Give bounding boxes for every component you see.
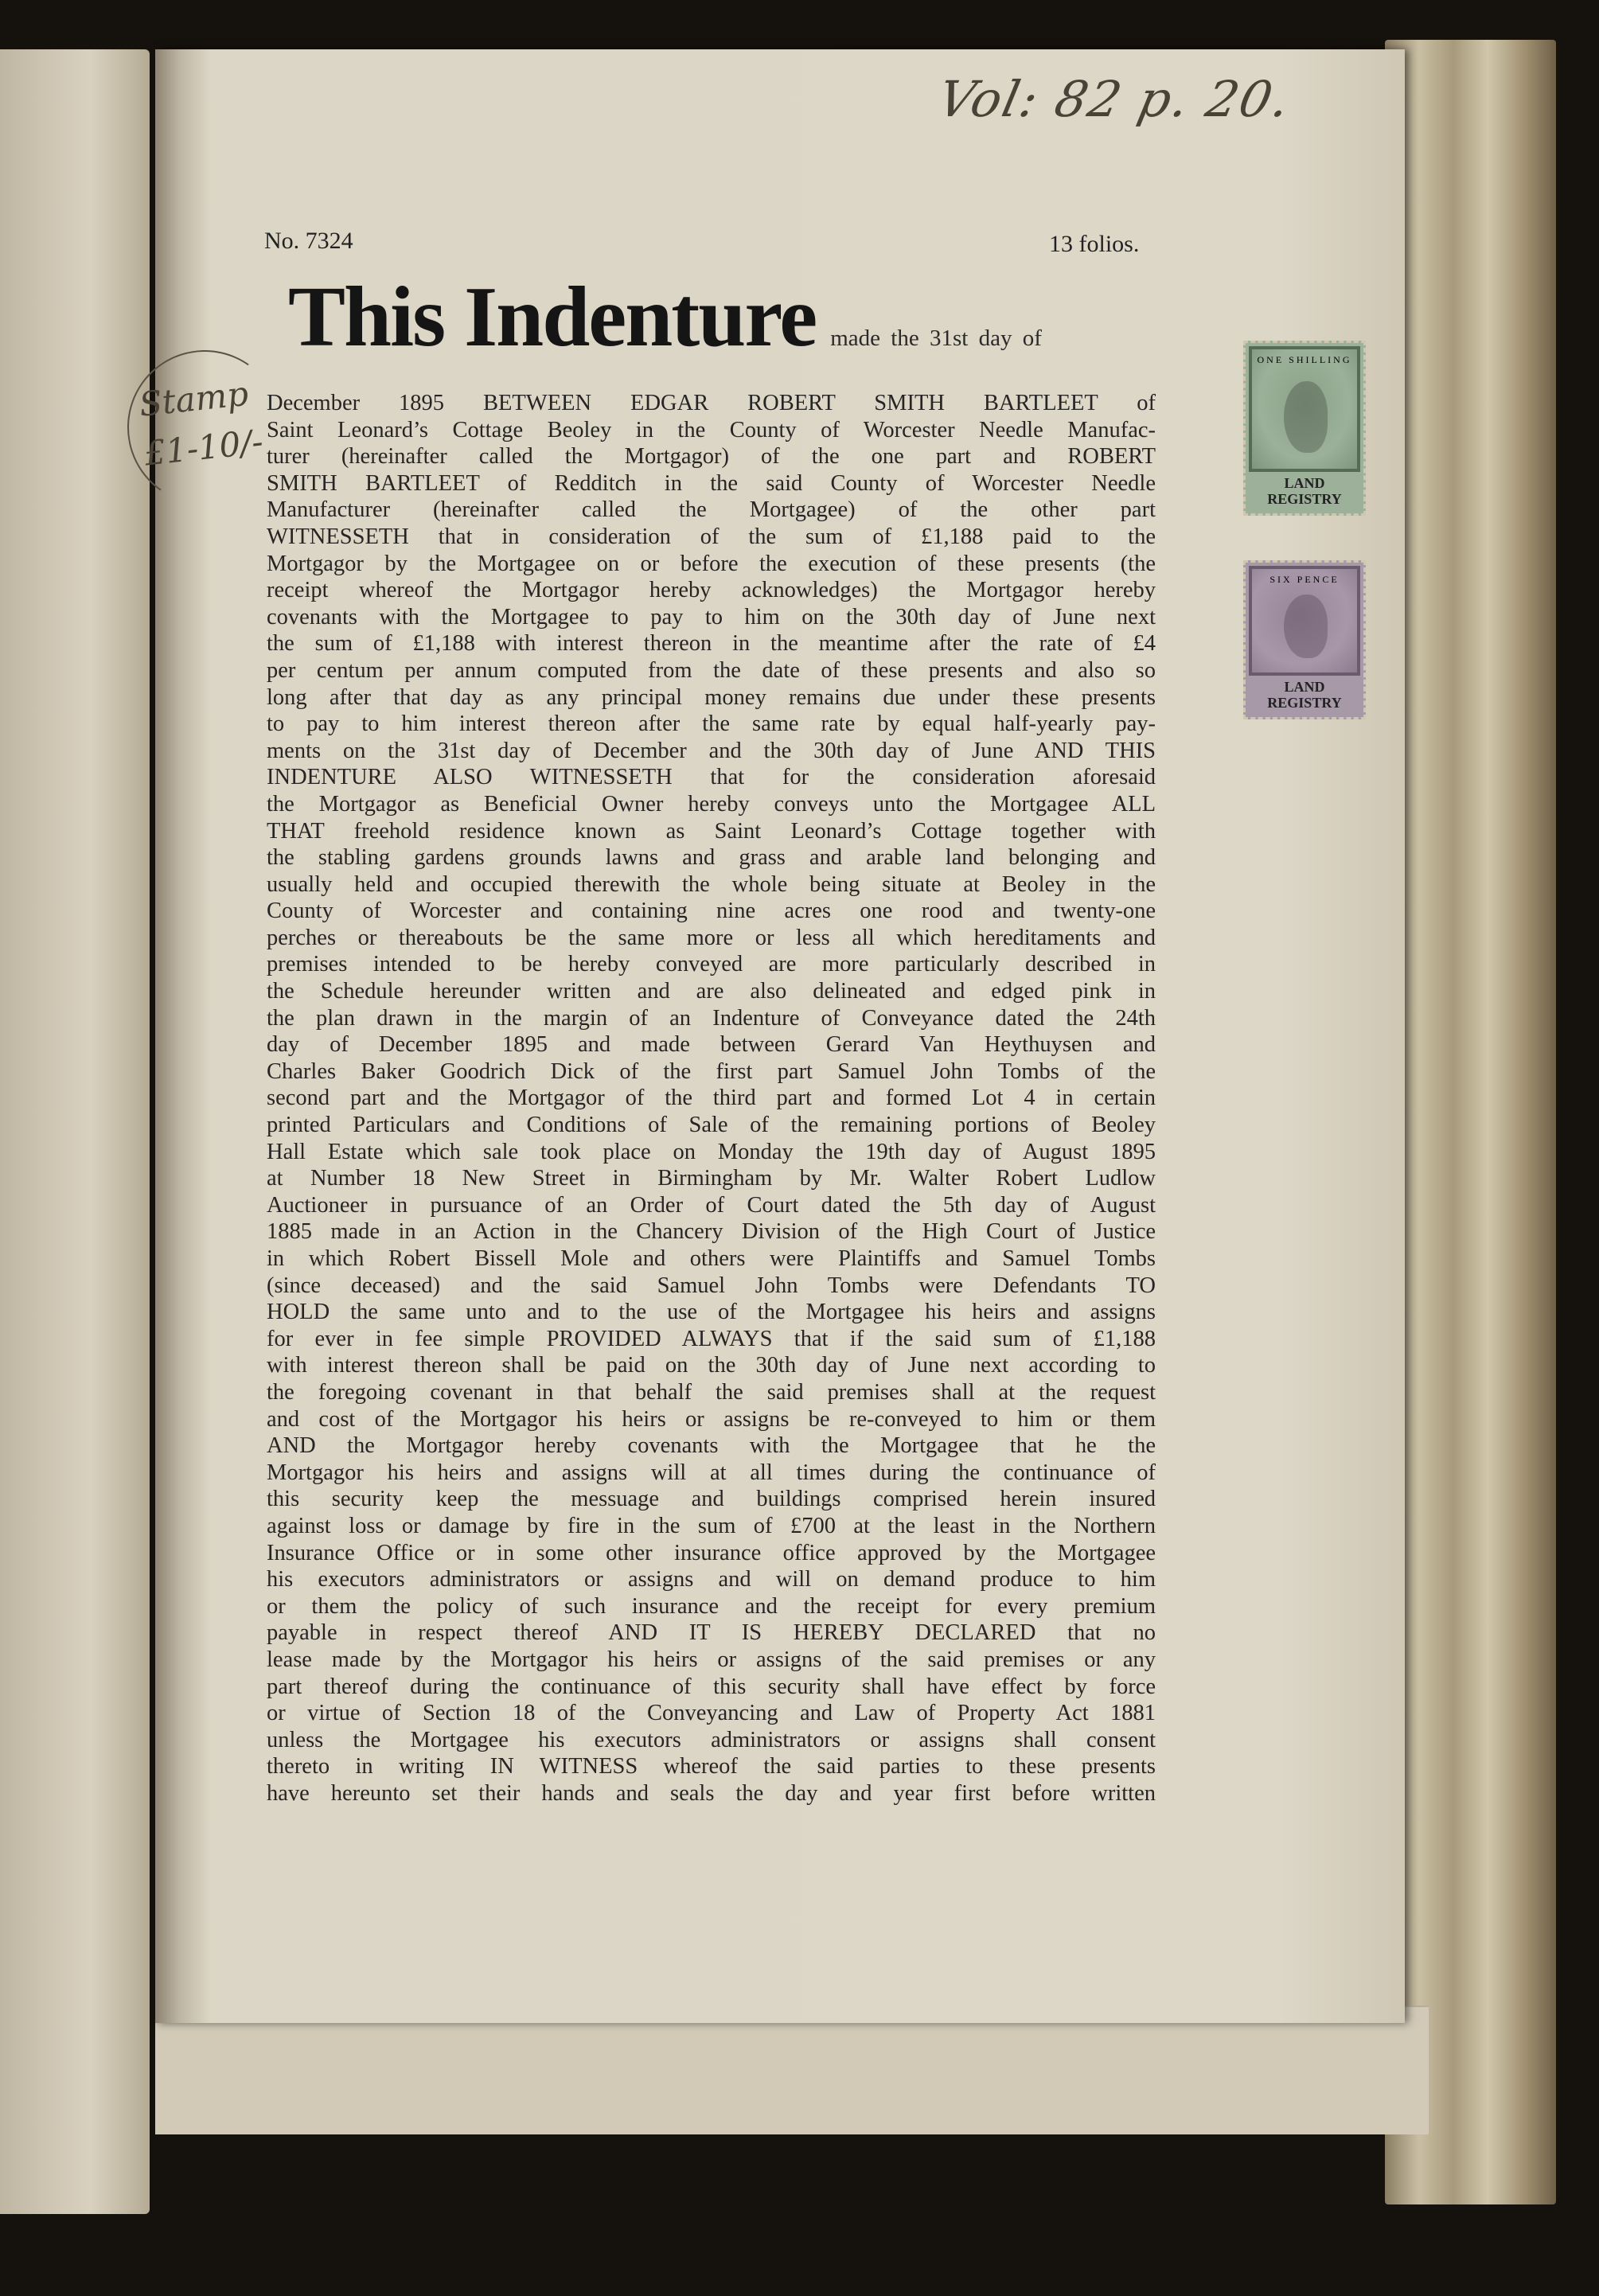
body-text-line: thereto in writing IN WITNESS whereof the said parties to these presents — [267, 1754, 1156, 1779]
body-text-line: long after that day as any principal money remains due under these presents — [267, 684, 1156, 710]
facing-left-page — [0, 49, 150, 2214]
body-text-line: lease made by the Mortgagor his heirs or assigns of the said premises or any — [267, 1647, 1156, 1672]
title-continuation: made the 31st day of — [830, 325, 1042, 351]
body-text-line: turer (hereinafter called the Mortgagor) of the one part and ROBERT — [267, 444, 1156, 470]
body-text-line: day of December 1895 and made between Gerard Van Heythuysen and — [267, 1032, 1156, 1058]
body-text-line: have hereunto set their hands and seals the day and year first before written — [267, 1780, 1156, 1806]
body-text-line: Mortgagor his heirs and assigns will at all times during the continuance of — [267, 1460, 1156, 1485]
handwritten-volume-reference: Vol: 82 p. 20. — [933, 70, 1297, 128]
body-text-line: Auctioneer in pursuance of an Order of Court dated the 5th day of August — [267, 1192, 1156, 1218]
revenue-stamp-one-shilling — [1243, 341, 1366, 516]
stamp-label — [1249, 472, 1360, 510]
body-text-line: Hall Estate which sale took place on Monday the 19th day of August 1895 — [267, 1139, 1156, 1164]
body-text-line: unless the Mortgagee his executors administrators or assigns shall consent — [267, 1727, 1156, 1752]
body-text-line: AND the Mortgagor hereby covenants with the Mortgagee that he the — [267, 1433, 1156, 1459]
body-text-line: and cost of the Mortgagor his heirs or assigns be re-conveyed to him or them — [267, 1406, 1156, 1432]
body-text-line: receipt whereof the Mortgagor hereby acknowledges) the Mortgagor hereby — [267, 578, 1156, 603]
body-text-line: against loss or damage by fire in the sum of £700 at the least in the Northern — [267, 1513, 1156, 1538]
body-text-line: INDENTURE ALSO WITNESSETH that for the consideration aforesaid — [267, 765, 1156, 790]
folio-count: 13 folios. — [1049, 231, 1140, 257]
body-text-line: at Number 18 New Street in Birmingham by Mr. Walter Robert Ludlow — [267, 1166, 1156, 1191]
body-text-line: premises intended to be hereby conveyed are more particularly described in — [267, 952, 1156, 977]
body-text-line: in which Robert Bissell Mole and others were Plaintiffs and Samuel Tombs — [267, 1246, 1156, 1271]
body-text-line: THAT freehold residence known as Saint Leonard’s Cottage together with — [267, 818, 1156, 844]
indenture-body-text — [267, 390, 1156, 1807]
body-text-line: the plan drawn in the margin of an Indenture of Conveyance dated the 24th — [267, 1005, 1156, 1031]
body-text-line: Insurance Office or in some other insurance office approved by the Mortgagee — [267, 1540, 1156, 1565]
body-text-line: to pay to him interest thereon after the same rate by equal half-yearly pay- — [267, 711, 1156, 737]
body-text-line: for ever in fee simple PROVIDED ALWAYS that if the said sum of £1,188 — [267, 1326, 1156, 1351]
stamp-label-line: LAND — [1284, 475, 1325, 491]
page-stack-edges — [1385, 40, 1556, 2204]
body-text-line: per centum per annum computed from the date of these presents and also so — [267, 657, 1156, 683]
body-text-line: second part and the Mortgagor of the third part and formed Lot 4 in certain — [267, 1086, 1156, 1111]
stamp-label-line: LAND — [1284, 679, 1325, 695]
stamp-denomination: ONE SHILLING — [1257, 354, 1352, 365]
underlying-page — [155, 2006, 1429, 2134]
stamp-denomination: SIX PENCE — [1269, 574, 1340, 585]
body-text-line: the sum of £1,188 with interest thereon in the meantime after the rate of £4 — [267, 631, 1156, 657]
stamp-label-line: REGISTRY — [1267, 695, 1342, 711]
body-text-line: ments on the 31st day of December and the 30th day of June AND THIS — [267, 738, 1156, 763]
body-text-line: HOLD the same unto and to the use of the Mortgagee his heirs and assigns — [267, 1300, 1156, 1325]
revenue-stamp-six-pence — [1243, 560, 1366, 719]
queen-head-silhouette — [1284, 594, 1328, 658]
stamp-label — [1249, 676, 1360, 714]
body-text-line: (since deceased) and the said Samuel John Tombs were Defendants TO — [267, 1273, 1156, 1298]
body-text-line: printed Particulars and Conditions of Sale of the remaining portions of Beoley — [267, 1113, 1156, 1138]
stamp-note-amount: £1-10/- — [142, 422, 265, 474]
body-text-line: Saint Leonard’s Cottage Beoley in the County of Worcester Needle Manufac- — [267, 417, 1156, 442]
body-text-line: the foregoing covenant in that behalf the said premises shall at the request — [267, 1379, 1156, 1405]
body-text-line: his executors administrators or assigns and will on demand produce to him — [267, 1567, 1156, 1592]
body-text-line: this security keep the messuage and buildings comprised herein insured — [267, 1487, 1156, 1512]
body-text-line: or virtue of Section 18 of the Conveyancing and Law of Property Act 1881 — [267, 1701, 1156, 1726]
body-text-line: 1885 made in an Action in the Chancery Division of the High Court of Justice — [267, 1219, 1156, 1245]
queen-portrait-icon — [1249, 346, 1360, 472]
body-text-line: County of Worcester and containing nine acres one rood and twenty-one — [267, 899, 1156, 924]
document-number: No. 7324 — [264, 228, 353, 254]
body-text-line: perches or thereabouts be the same more or less all which hereditaments and — [267, 925, 1156, 950]
stamp-note-line: Stamp — [137, 373, 251, 424]
body-text-line: WITNESSETH that in consideration of the sum of £1,188 paid to the — [267, 524, 1156, 549]
document-title: This Indenture — [288, 270, 817, 364]
body-text-line: the Mortgagor as Beneficial Owner hereby conveys unto the Mortgagee ALL — [267, 791, 1156, 817]
body-text-line: part thereof during the continuance of this security shall have effect by force — [267, 1674, 1156, 1699]
body-text-line: or them the policy of such insurance and the receipt for every premium — [267, 1593, 1156, 1619]
queen-portrait-icon — [1249, 566, 1360, 676]
body-text-line: the Schedule hereunder written and are also delineated and edged pink in — [267, 979, 1156, 1004]
handwritten-stamp-duty-note — [137, 368, 266, 479]
title-row — [288, 270, 1042, 364]
body-text-line: usually held and occupied therewith the whole being situate at Beoley in the — [267, 871, 1156, 897]
body-text-line: the stabling gardens grounds lawns and grass and arable land belonging and — [267, 845, 1156, 871]
queen-head-silhouette — [1284, 381, 1328, 453]
body-text-line: December 1895 BETWEEN EDGAR ROBERT SMITH BARTLEET of — [267, 391, 1156, 415]
body-text-line: payable in respect thereof AND IT IS HEREBY DECLARED that no — [267, 1620, 1156, 1646]
body-text-line: covenants with the Mortgagee to pay to him on the 30th day of June next — [267, 604, 1156, 630]
body-text-line: Manufacturer (hereinafter called the Mortgagee) of the other part — [267, 497, 1156, 523]
body-text-line: SMITH BARTLEET of Redditch in the said County of Worcester Needle — [267, 470, 1156, 496]
body-text-line: with interest thereon shall be paid on the 30th day of June next according to — [267, 1353, 1156, 1378]
stamp-label-line: REGISTRY — [1267, 491, 1342, 507]
body-text-line: Charles Baker Goodrich Dick of the first part Samuel John Tombs of the — [267, 1058, 1156, 1084]
body-text-line: Mortgagor by the Mortgagee on or before the execution of these presents (the — [267, 551, 1156, 576]
